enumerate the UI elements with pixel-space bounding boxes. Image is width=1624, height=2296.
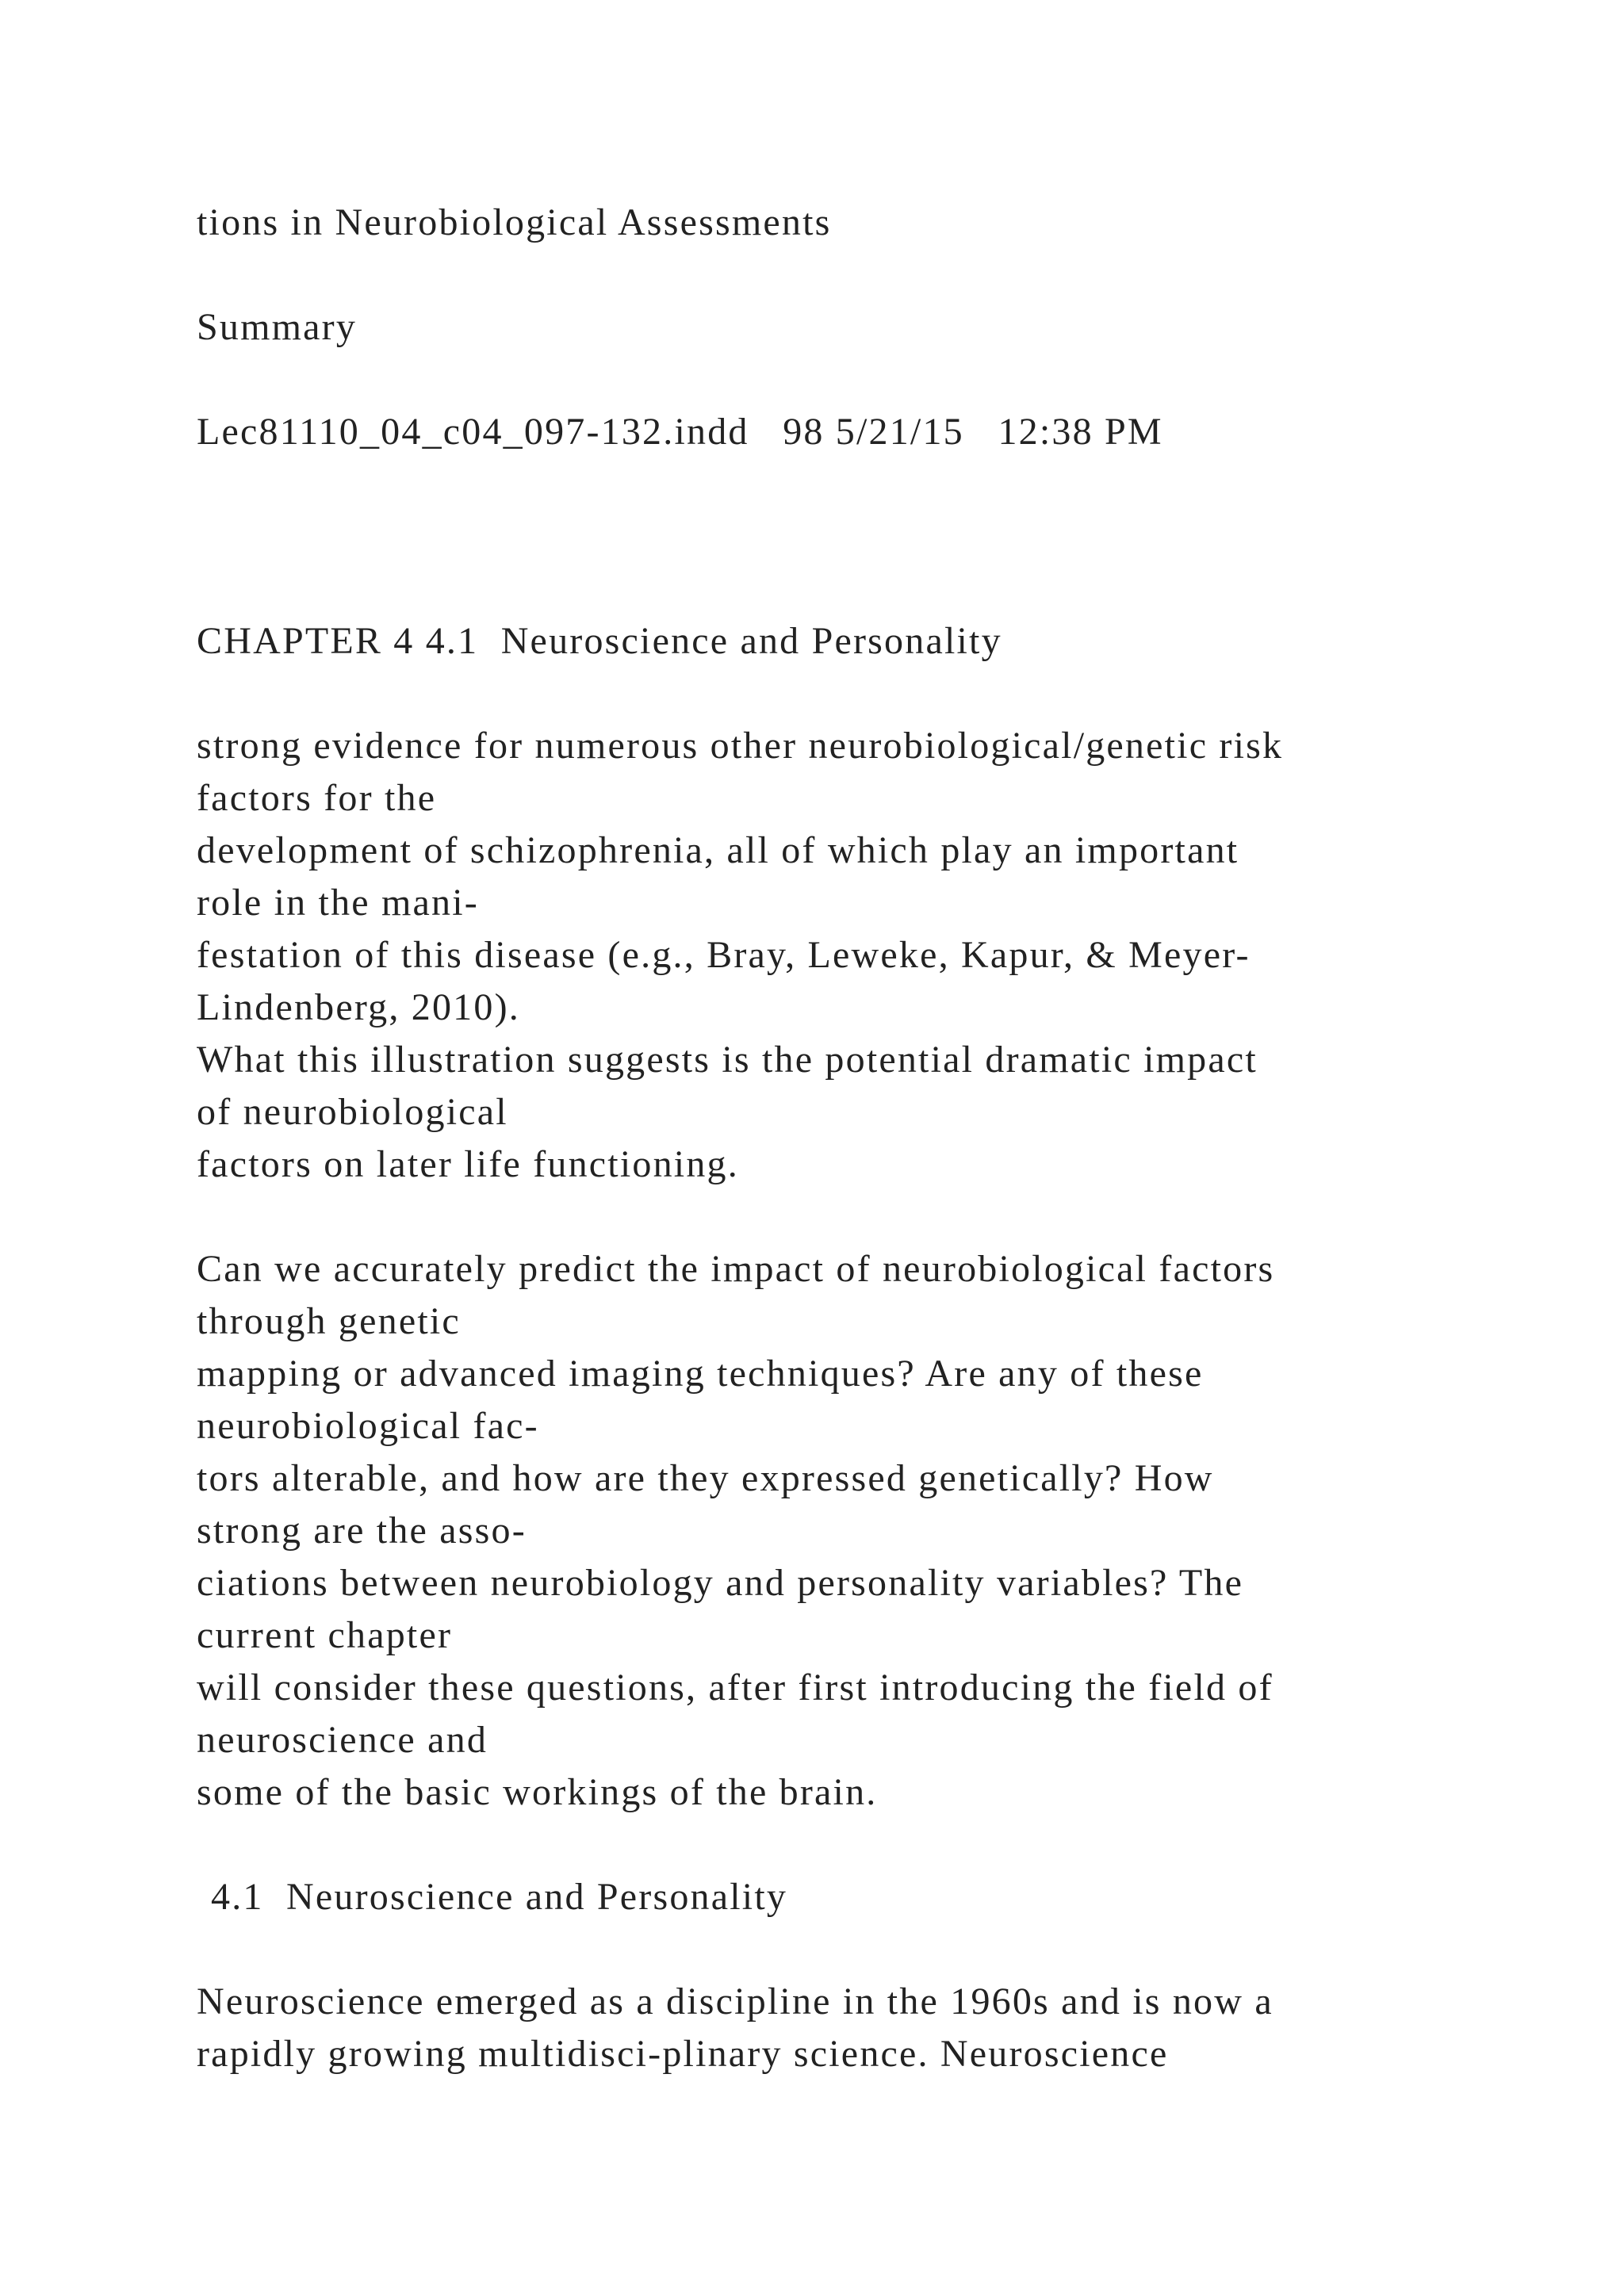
text-line: factors on later life functioning. — [197, 1143, 739, 1185]
text-line: through genetic — [197, 1300, 461, 1342]
text-line: Can we accurately predict the impact of neurobiological factors — [197, 1248, 1275, 1290]
text-line: of neurobiological — [197, 1091, 508, 1133]
text-line: factors for the — [197, 777, 437, 819]
header-fragment: tions in Neurobiological Assessments — [197, 201, 832, 243]
text-line: tors alterable, and how are they expressed genetically? How — [197, 1457, 1214, 1499]
text-line: strong are the asso- — [197, 1510, 527, 1552]
text-line: festation of this disease (e.g., Bray, Leweke, Kapur, & Meyer- — [197, 934, 1251, 976]
text-line: rapidly growing multidisci-plinary science. Neuroscience — [197, 2033, 1169, 2075]
text-line: Lindenberg, 2010). — [197, 986, 520, 1028]
text-line: current chapter — [197, 1614, 453, 1656]
text-line: Neuroscience emerged as a discipline in the 1960s and is now a — [197, 1980, 1274, 2022]
summary-label: Summary — [197, 306, 358, 348]
text-line: strong evidence for numerous other neurobiological/genetic risk — [197, 725, 1284, 767]
text-line: What this illustration suggests is the potential dramatic impact — [197, 1039, 1258, 1081]
text-line: neuroscience and — [197, 1719, 488, 1761]
text-line: neurobiological fac- — [197, 1405, 539, 1447]
text-line: role in the mani- — [197, 882, 479, 924]
section-heading: 4.1 Neuroscience and Personality — [211, 1876, 788, 1918]
text-line: ciations between neurobiology and personality variables? The — [197, 1562, 1244, 1604]
text-line: will consider these questions, after first introducing the field of — [197, 1667, 1274, 1709]
text-line: mapping or advanced imaging techniques? Are any of these — [197, 1353, 1204, 1395]
text-line: some of the basic workings of the brain. — [197, 1771, 878, 1813]
file-stamp: Lec81110_04_c04_097-132.indd 98 5/21/15 12:38 PM — [197, 411, 1163, 453]
text-line: development of schizophrenia, all of which play an important — [197, 829, 1239, 871]
chapter-heading: CHAPTER 4 4.1 Neuroscience and Personality — [197, 620, 1002, 662]
